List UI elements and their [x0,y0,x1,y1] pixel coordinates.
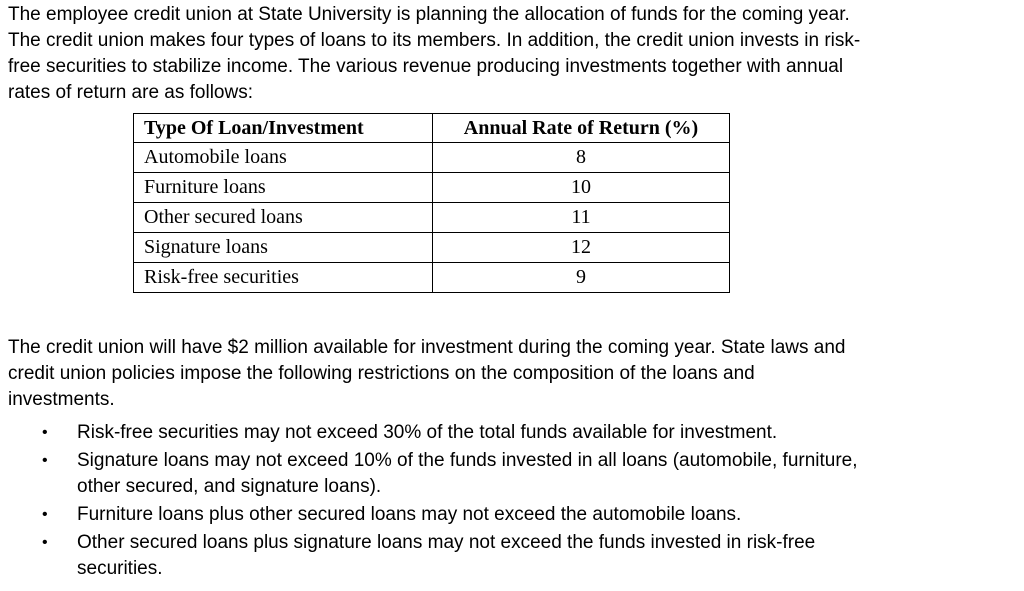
row-rate: 12 [433,233,730,263]
table-row [134,263,730,293]
bullet-icon: • [42,506,48,523]
funds-line: The credit union will have $2 million available for investment during the coming year. State laws and [8,337,846,358]
restriction-line: Other secured loans plus signature loans may not exceed the funds invested in risk-free [77,532,816,553]
list-item [0,530,1010,582]
table-row [134,173,730,203]
restriction-line: other secured, and signature loans). [77,476,382,497]
header-rate: Annual Rate of Return (%) [433,114,730,143]
bullet-icon: • [42,424,48,441]
table-row [134,143,730,173]
row-rate: 8 [433,143,730,173]
restriction-line: Furniture loans plus other secured loans may not exceed the automobile loans. [77,504,742,525]
row-type: Furniture loans [134,173,433,203]
row-type: Automobile loans [134,143,433,173]
intro-line: The credit union makes four types of loans to its members. In addition, the credit union invests in risk- [8,30,861,51]
restriction-line: securities. [77,558,163,579]
row-rate: 10 [433,173,730,203]
rates-table [133,113,730,293]
funds-paragraph [8,335,1008,413]
list-item [0,502,1010,528]
bullet-icon: • [42,534,48,551]
row-type: Risk-free securities [134,263,433,293]
restriction-line: Signature loans may not exceed 10% of the funds invested in all loans (automobile, furniture, [77,450,858,471]
intro-line: free securities to stabilize income. The various revenue producing investments together with annual [8,56,844,77]
row-type: Other secured loans [134,203,433,233]
restriction-line: Risk-free securities may not exceed 30% of the total funds available for investment. [77,422,778,443]
restrictions-list [0,420,1010,584]
intro-paragraph [8,2,1008,106]
funds-line: credit union policies impose the following restrictions on the composition of the loans and [8,363,755,384]
table-header-row [134,114,730,143]
list-item [0,420,1010,446]
header-type: Type Of Loan/Investment [134,114,433,143]
table-row [134,203,730,233]
intro-line: rates of return are as follows: [8,82,253,103]
table-row [134,233,730,263]
row-rate: 9 [433,263,730,293]
row-type: Signature loans [134,233,433,263]
bullet-icon: • [42,452,48,469]
row-rate: 11 [433,203,730,233]
intro-line: The employee credit union at State University is planning the allocation of funds for the coming year. [8,4,850,25]
list-item [0,448,1010,500]
funds-line: investments. [8,389,115,410]
